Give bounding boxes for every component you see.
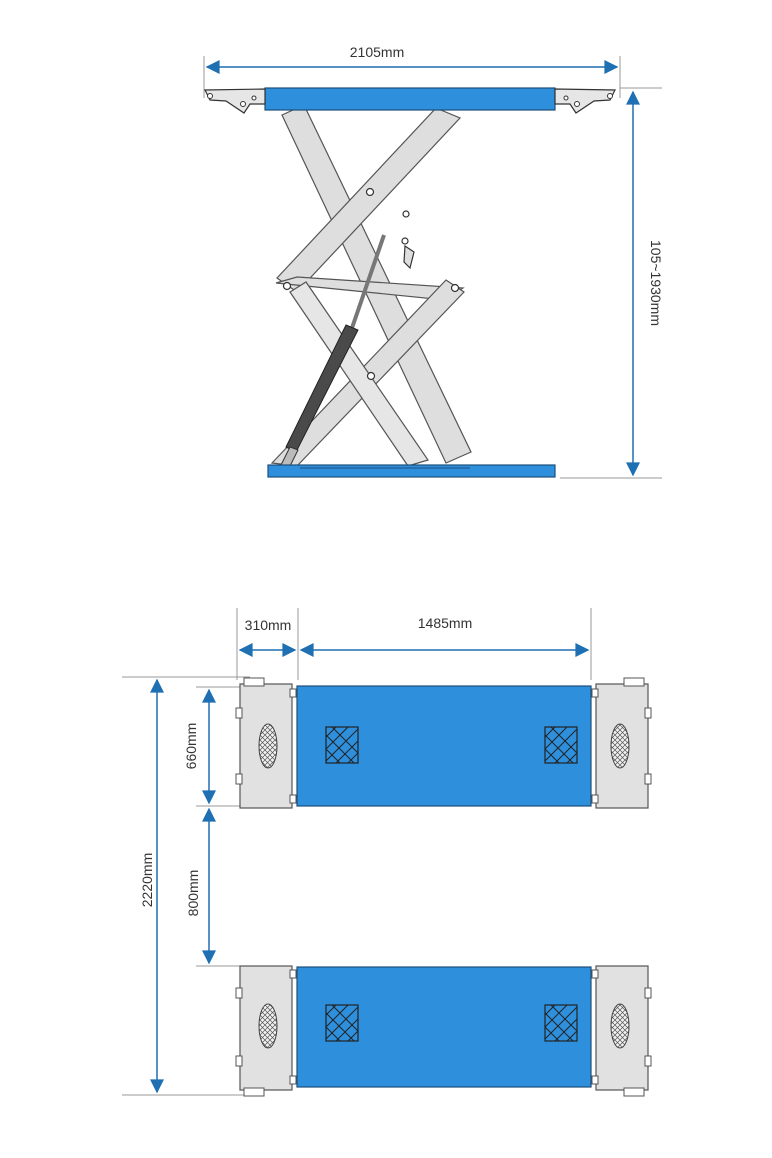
hinge-pin: [290, 689, 296, 697]
upper-platform-assembly: [236, 678, 651, 808]
base-plate: [268, 465, 555, 477]
top-view: [122, 608, 651, 1096]
ramp-clip: [645, 1056, 651, 1066]
lower-platform-assembly: [236, 966, 651, 1096]
ramp-clip: [645, 774, 651, 784]
pivot-pin: [403, 211, 409, 217]
pivot-pin: [452, 285, 459, 292]
ramp-clip: [236, 1056, 242, 1066]
hinge-pin: [592, 795, 598, 803]
ramp-clip: [645, 708, 651, 718]
ramp-mesh-grip: [259, 1004, 277, 1048]
right-ramp: [555, 89, 615, 113]
pivot-pin: [608, 94, 613, 99]
pivot-pin: [402, 238, 408, 244]
pivot-pin: [575, 102, 580, 107]
platform-deck: [297, 967, 591, 1087]
hinge-pin: [592, 970, 598, 978]
platform-length-label: 1485mm: [417, 615, 473, 631]
pivot-pin: [564, 96, 568, 100]
pivot-pin: [284, 283, 291, 290]
ramp-clip: [236, 774, 242, 784]
side-view: [204, 44, 664, 478]
pivot-pin: [208, 94, 213, 99]
height-dimension-label: 105~1930mm: [648, 239, 664, 327]
ramp-hinge: [244, 1088, 264, 1096]
ramp-clip: [236, 708, 242, 718]
total-width-label: 2220mm: [139, 852, 155, 908]
width-dimension-label: 2105mm: [349, 44, 405, 60]
ramp-width-label: 310mm: [244, 617, 292, 633]
scissor-arms: [272, 105, 471, 466]
hinge-pin: [290, 795, 296, 803]
hinge-pin: [290, 970, 296, 978]
platform-width-label: 660mm: [183, 722, 199, 770]
ramp-hinge: [624, 1088, 644, 1096]
left-ramp: [205, 89, 265, 113]
pivot-pin: [368, 373, 375, 380]
top-platform: [265, 88, 555, 110]
pivot-pin: [367, 189, 374, 196]
ramp-hinge: [624, 678, 644, 686]
gap-label: 800mm: [185, 869, 201, 917]
hinge-pin: [592, 689, 598, 697]
hinge-pin: [290, 1076, 296, 1084]
safety-latch: [404, 246, 414, 268]
ramp-hinge: [244, 678, 264, 686]
hinge-pin: [592, 1076, 598, 1084]
pivot-pin: [241, 102, 246, 107]
ramp-clip: [645, 988, 651, 998]
pivot-pin: [252, 96, 256, 100]
ramp-mesh-grip: [611, 1004, 629, 1048]
ramp-mesh-grip: [611, 724, 629, 768]
ramp-clip: [236, 988, 242, 998]
ramp-mesh-grip: [259, 724, 277, 768]
